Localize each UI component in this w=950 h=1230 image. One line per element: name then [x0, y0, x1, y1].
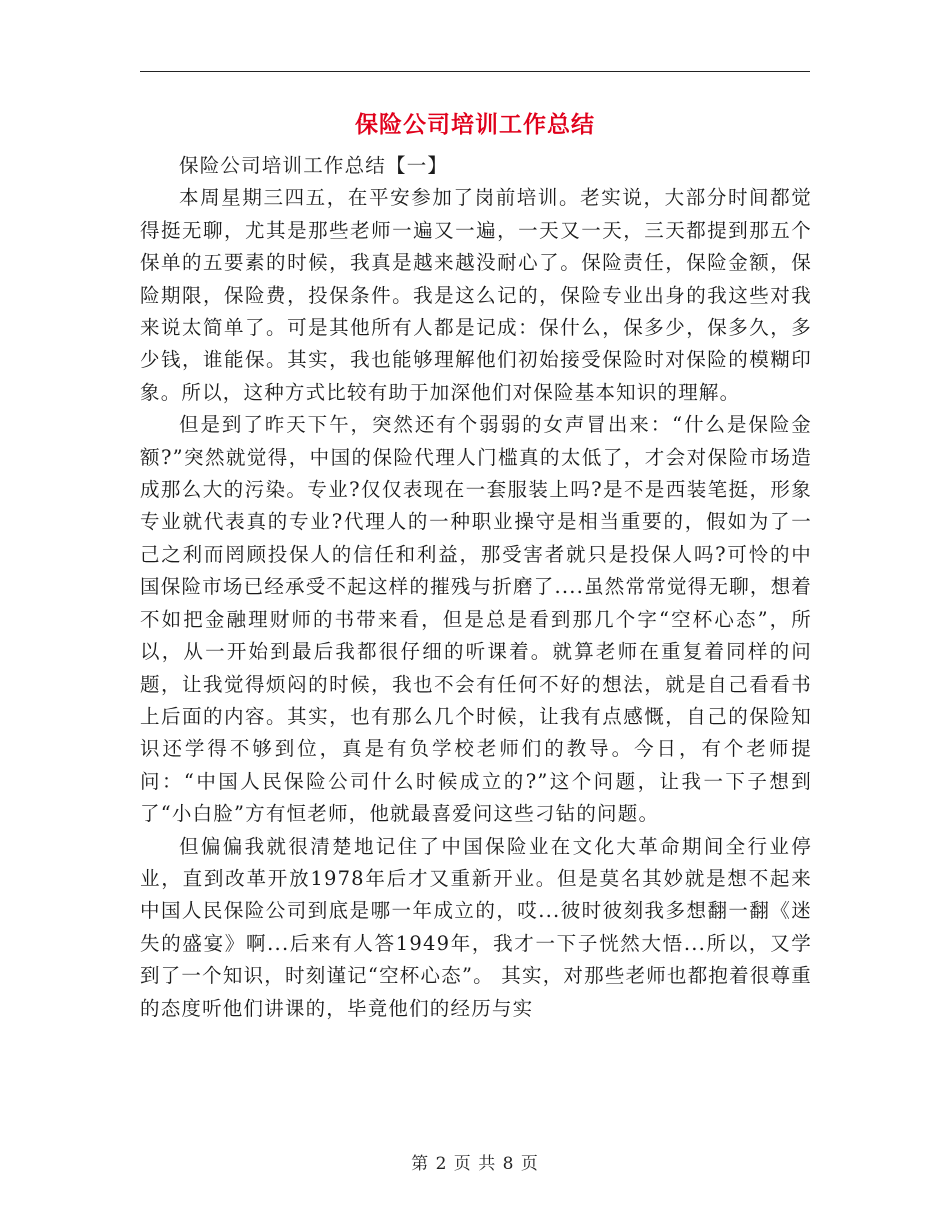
document-body: [140, 150, 812, 1025]
paragraph-section-heading: 保险公司培训工作总结【一】: [179, 154, 449, 177]
document-title: 保险公司培训工作总结: [355, 111, 595, 138]
paragraph: 但是到了昨天下午，突然还有个弱弱的女声冒出来：“什么是保险金额?”突然就觉得，中国的保险代理人门槛真的太低了，才会对保险市场造成那么大的污染。专业?仅仅表现在一套服装上吗?是不是西装笔挺，形象专业就代表真的专业?代理人的一种职业操守是相当重要的，假如为了一己之利而罔顾投保人的信任和利益，那受害者就只是投保人吗?可怜的中国保险市场已经承受不起这样的摧残与折磨了....虽然常常觉得无聊，想着不如把金融理财师的书带来看，但是总是看到那几个字“空杯心态”，所以，从一开始到最后我都很仔细的听课着。就算老师在重复着同样的问题，让我觉得烦闷的时候，我也不会有任何不好的想法，就是自己看看书上后面的内容。其实，也有那么几个时候，让我有点感慨，自己的保险知识还学得不够到位，真是有负学校老师们的教导。今日，有个老师提问：“中国人民保险公司什么时候成立的?”这个问题，让我一下子想到了“小白脸”方有恒老师，他就最喜爱问这些刁钻的问题。: [140, 413, 812, 826]
paragraph: 本周星期三四五，在平安参加了岗前培训。老实说，大部分时间都觉得挺无聊，尤其是那些老师一遍又一遍，一天又一天，三天都提到那五个保单的五要素的时候，我真是越来越没耐心了。保险责任，保险金额，保险期限，保险费，投保条件。我是这么记的，保险专业出身的我这些对我来说太简单了。可是其他所有人都是记成：保什么，保多少，保多久，多少钱，谁能保。其实，我也能够理解他们初始接受保险时对保险的模糊印象。所以，这种方式比较有助于加深他们对保险基本知识的理解。: [140, 186, 812, 404]
paragraph: 但偏偏我就很清楚地记住了中国保险业在文化大革命期间全行业停业，直到改革开放1978年后才又重新开业。但是莫名其妙就是想不起来中国人民保险公司到底是哪一年成立的，哎...彼时彼刻我多想翻一翻《迷失的盛宴》啊...后来有人答1949年，我才一下子恍然大悟...所以，又学到了一个知识，时刻谨记“空杯心态”。 其实，对那些老师也都抱着很尊重的态度听他们讲课的，毕竟他们的经历与实: [140, 834, 812, 1020]
header-rule: [140, 71, 810, 72]
page-number-footer: 第 2 页 共 8 页: [411, 1154, 539, 1174]
